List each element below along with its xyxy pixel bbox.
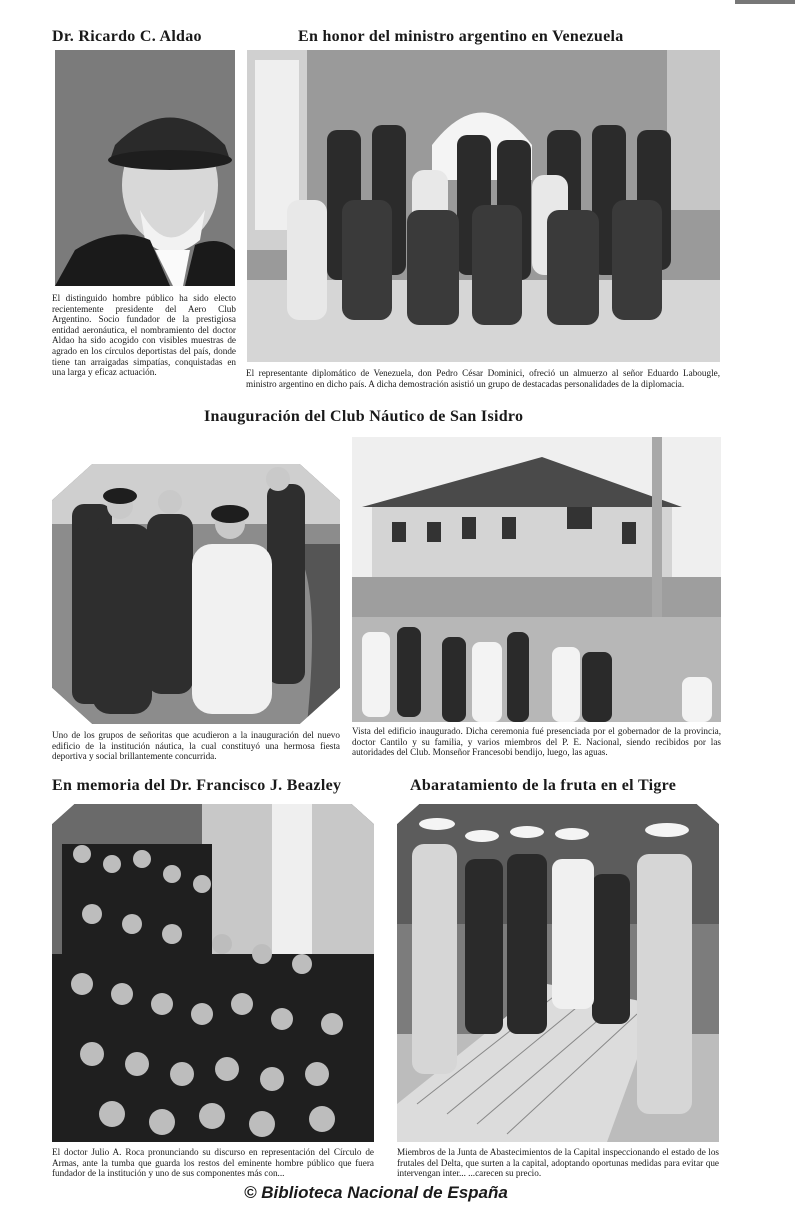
heading-venezuela: En honor del ministro argentino en Venezuela bbox=[298, 28, 624, 45]
heading-beazley: En memoria del Dr. Francisco J. Beazley bbox=[52, 777, 342, 794]
heading-aldao: Dr. Ricardo C. Aldao bbox=[52, 28, 202, 45]
photo-venezuela-group bbox=[247, 50, 720, 362]
photo-aldao-portrait bbox=[55, 50, 235, 286]
credit-watermark: © Biblioteca Nacional de España bbox=[244, 1183, 508, 1202]
photo-fruta-tigre bbox=[397, 804, 719, 1142]
caption-fruta: Miembros de la Junta de Abastecimientos de la Capital inspeccionando el estado de los frutales del Delta, que surten a la capital, adoptando oportunas medidas para evitar que intervengan inter... ...carecen su precio. bbox=[397, 1147, 719, 1179]
caption-aldao: El distinguido hombre público ha sido electo recientemente presidente del Aero Club Argentino. Socio fundador de la prestigiosa entidad aeronáutica, el nombramiento del doctor Aldao ha sido acogido con visibles muestras de agrado en los círculos deportistas del país, donde tiene tan arraigadas simpatías, conquistadas en una larga y eficaz actuación. bbox=[52, 293, 236, 378]
corner-mark bbox=[735, 0, 795, 4]
heading-fruta: Abaratamiento de la fruta en el Tigre bbox=[410, 777, 677, 794]
caption-club-ladies: Uno de los grupos de señoritas que acudieron a la inauguración del nuevo edificio de la institución náutica, la cual constituyó una hermosa fiesta deportiva y social brillantemente concurrida. bbox=[52, 730, 340, 762]
photo-club-building bbox=[352, 437, 721, 722]
caption-venezuela: El representante diplomático de Venezuela, don Pedro César Dominici, ofreció un almuerzo al señor Eduardo Labougle, ministro argentino en dicho país. A dicha demostración asistió un grupo de destacadas personalidades de la diplomacia. bbox=[246, 368, 720, 389]
caption-beazley: El doctor Julio A. Roca pronunciando su discurso en representación del Círculo de Armas, ante la tumba que guarda los restos del eminente hombre público que fuera fundador de la institución y uno de sus componentes más con... bbox=[52, 1147, 374, 1179]
heading-club-nautico: Inauguración del Club Náutico de San Isidro bbox=[204, 408, 524, 425]
caption-club-building: Vista del edificio inaugurado. Dicha ceremonia fué presenciada por el gobernador de la provincia, doctor Cantilo y su familia, y varios miembros del P. E. Nacional, siendo recibidos por las autoridades del Club. Monseñor Francesobi bendijo, luego, las aguas. bbox=[352, 726, 721, 758]
photo-beazley-crowd bbox=[52, 804, 374, 1142]
photo-club-ladies bbox=[52, 464, 340, 724]
